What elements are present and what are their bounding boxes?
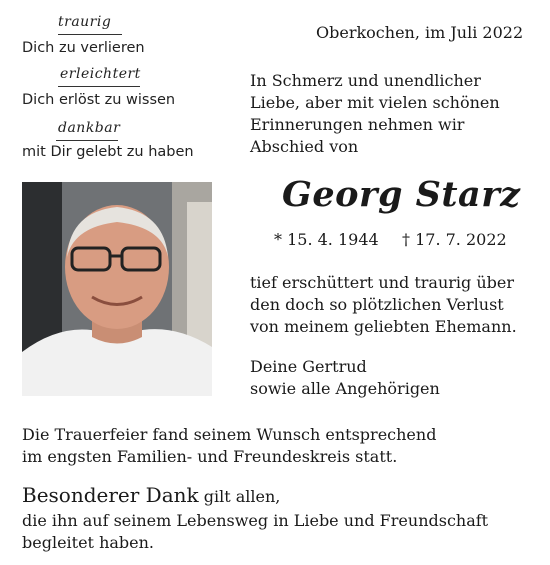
thanks-line: begleitet haben. bbox=[22, 533, 155, 552]
signature-line: sowie alle Angehörigen bbox=[250, 379, 440, 398]
thanks-heading-line bbox=[22, 482, 488, 510]
verse-script-3: dankbar bbox=[58, 120, 121, 136]
mourning-text bbox=[250, 272, 517, 338]
divider bbox=[56, 140, 118, 141]
intro-line: Abschied von bbox=[250, 137, 359, 156]
funeral-line: im engsten Familien- und Freundeskreis statt. bbox=[22, 447, 398, 466]
verse-script-1: traurig bbox=[58, 14, 112, 30]
intro-line: Liebe, aber mit vielen schönen bbox=[250, 93, 500, 112]
intro-line: In Schmerz und unendlicher bbox=[250, 71, 481, 90]
divider bbox=[58, 86, 140, 87]
funeral-line: Die Trauerfeier fand seinem Wunsch entsprechend bbox=[22, 425, 437, 444]
intro-text bbox=[250, 70, 500, 158]
mourning-line: den doch so plötzlichen Verlust bbox=[250, 295, 504, 314]
signature bbox=[250, 356, 440, 400]
portrait-image bbox=[22, 182, 212, 396]
verse-line-3: mit Dir gelebt zu haben bbox=[22, 144, 194, 160]
thanks-line: die ihn auf seinem Lebensweg in Liebe und Freundschaft bbox=[22, 511, 489, 530]
mourning-line: von meinem geliebten Ehemann. bbox=[250, 317, 517, 336]
thanks-section bbox=[22, 482, 488, 554]
mourning-line: tief erschüttert und traurig über bbox=[250, 273, 515, 292]
death-date: † 17. 7. 2022 bbox=[402, 230, 507, 249]
intro-line: Erinnerungen nehmen wir bbox=[250, 115, 465, 134]
funeral-notice bbox=[22, 424, 436, 468]
verse-script-2: erleichtert bbox=[60, 66, 141, 82]
thanks-heading-rest: gilt allen, bbox=[198, 487, 281, 506]
birth-date: * 15. 4. 1944 bbox=[274, 230, 379, 249]
thanks-heading: Besonderer Dank bbox=[22, 483, 199, 507]
signature-line: Deine Gertrud bbox=[250, 357, 367, 376]
place-date: Oberkochen, im Juli 2022 bbox=[316, 23, 524, 42]
portrait-photo bbox=[22, 182, 212, 396]
verse-line-2: Dich erlöst zu wissen bbox=[22, 92, 176, 108]
verse-line-1: Dich zu verlieren bbox=[22, 40, 145, 56]
divider bbox=[58, 34, 122, 35]
deceased-name: Georg Starz bbox=[282, 174, 521, 215]
